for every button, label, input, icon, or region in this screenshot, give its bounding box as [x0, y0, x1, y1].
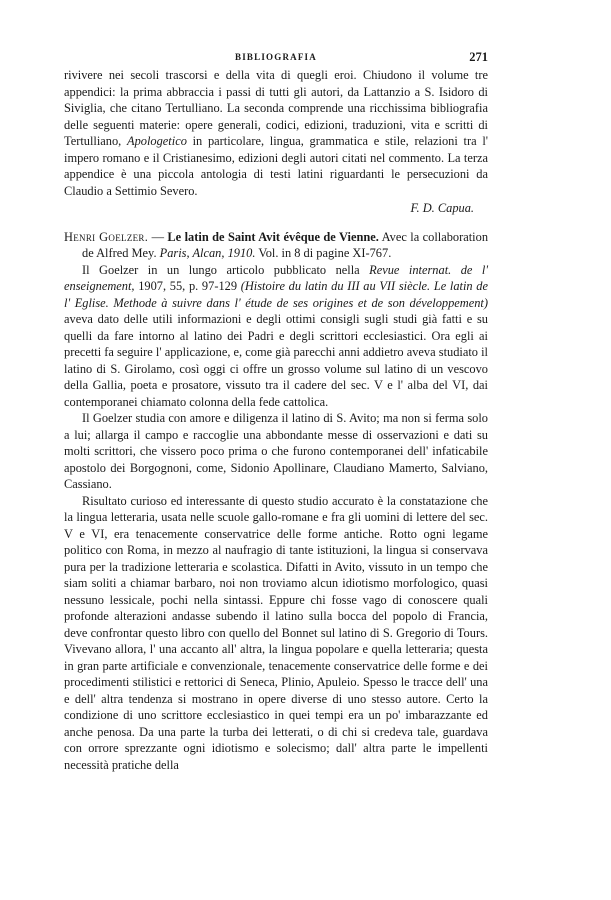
article-title: (Histoire du latin du III au VII siècle. Le latin de l' Eglise. Methode à suivre dans l' étude de ses origines et de son développement)	[64, 279, 488, 310]
bibliographic-entry	[64, 229, 488, 262]
review-continuation	[64, 67, 488, 199]
journal-title: Revue internat. de l' enseignement,	[64, 262, 488, 293]
entry-dash: —	[148, 229, 168, 244]
paragraph-1-end: aveva dato delle utili informazioni e degli ottimi consigli sugli studi già fatti e su quelli da fare intorno al latino dei Padri e degli scrittori ecclesiastici. Ora egli ai precetti fa seguire l' applicazione, e, come già parecchi anni addietro aveva studiato il latino di S. Girolamo, così oggi ci offre un grosso volume sul latino di un vescovo della Gallia, poeta e prosatore, vissuto tra il cadere del sec. V e l' alba del VI, dai contemporanei chiamato colonna della fede cattolica.	[64, 312, 488, 409]
paragraph-1-citation: 1907, 55, p. 97-129	[134, 279, 241, 293]
review-text: rivivere nei secoli trascorsi e della vita di quegli eroi. Chiudono il volume tre appendici: la prima abbraccia i passi di tutti gli autori, da Lattanzio a S. Isidoro di Siviglia, che citano Tertulliano. La seconda comprende una ricchissima bibliografia delle seguenti materie: opere generali, codici, edizioni, traduzioni, vita e scritti di Tertulliano,	[64, 68, 488, 148]
entry-details: Avec la collaboration de Alfred Mey.	[82, 229, 489, 260]
review-italic-title: Apologetico	[127, 134, 187, 148]
paragraph-2: Il Goelzer studia con amore e diligenza il latino di S. Avito; ma non si ferma solo a lui; allarga il campo e raccoglie una abbondante messe di osservazioni e dati su molti scrittori, che vissero poco prima o che furono contemporanei dell' infaticabile apostolo dei Borgognoni, come, Sidonio Apollinare, Claudiano Mamerto, Salviano, Cassiano.	[64, 411, 488, 491]
entry-author: Henri Goelzer.	[64, 229, 149, 244]
review-text-end: in particolare, lingua, grammatica e stile, relazioni tra l' impero romano e il Cristianesimo, edizioni degli autori citati nel commento. La terza appendice è una piccola antologia di testi latini riguardanti le persecuzioni da Claudio a Settimio Severo.	[64, 134, 488, 198]
page-header	[64, 50, 488, 66]
page-number: 271	[469, 50, 488, 64]
page-body	[64, 67, 488, 773]
entry-publisher: Paris, Alcan, 1910.	[159, 246, 256, 260]
entry-volume: Vol. in 8 di pagine XI-767.	[255, 246, 392, 260]
paragraph-1-start: Il Goelzer in un lungo articolo pubblicato nella	[82, 262, 370, 277]
paragraph-3: Risultato curioso ed interessante di questo studio accurato è la constatazione che la lingua letteraria, usata nelle scuole gallo-romane e fra gli uomini di lettere del sec. V e VI, era tenacemente conservatrice delle forme antiche. Rotto ogni legame politico con Roma, in mezzo al naufragio di tante istituzioni, la lingua si conservava pura per la tradizione letteraria e scolastica. Difatti in Avito, vissuto in un tempo che siam soliti a chiamar barbaro, noi non troviamo alcun idiotismo morfologico, quasi nessuno lessicale, pochi nella sintassi. Eppure chi fosse vago di conoscere quali profonde alterazioni andasse subendo il latino sulla bocca del popolo di Francia, deve confrontar questo libro con quello del Bonnet sul latino di S. Gregorio di Tours. Vivevano allora, l' una accanto all' altra, la lingua popolare e quella letteraria; questa in gran parte artificiale e convenzionale, tenacemente conservatrice delle forme e dei procedimenti stilistici e rettorici di Seneca, Plinio, Apuleio. Spesso le tracce dell' una e dell' altra tendenza si mostrano in opere diverse di uno stesso autore. Certo la condizione di uno scrittore ecclesiastico in quei tempi era un po' imbarazzante ed anche penosa. Da una parte la turba dei letterati, o di chi si credeva tale, guardava con orrore sprezzante ogni idiotismo e solecismo; dall' altra parte le impellenti necessità pratiche della	[64, 493, 488, 772]
reviewer-signature: F. D. Capua.	[410, 201, 474, 215]
running-head: BIBLIOGRAFIA	[235, 52, 317, 62]
paragraph-1	[64, 262, 488, 411]
entry-title: Le latin de Saint Avit évêque de Vienne.	[167, 229, 379, 244]
